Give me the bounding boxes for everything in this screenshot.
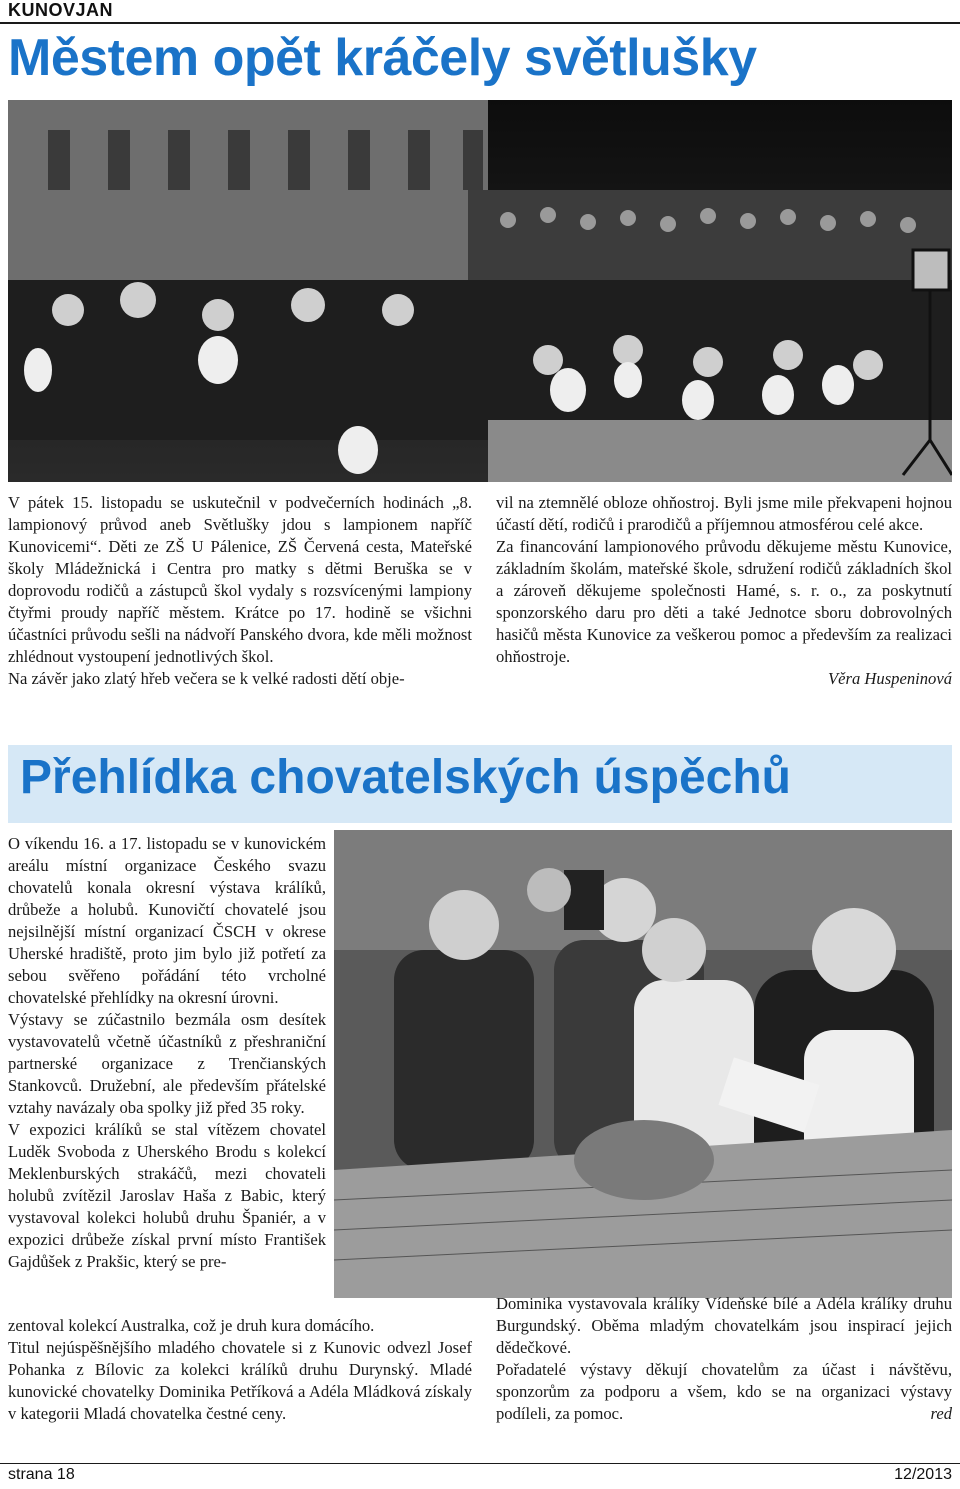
article1-right-column [496, 492, 952, 690]
page-number: strana 18 [8, 1466, 75, 1483]
breeders-show-photo [334, 830, 952, 1298]
footer-rule [0, 1463, 960, 1464]
article2-bottom-left-column [8, 1315, 472, 1425]
issue-number: 12/2013 [894, 1466, 952, 1483]
article2-paragraph: V expozici králíků se stal vítězem chovatel Luděk Svoboda z Uherského Brodu s kolekcí Meklenburských strakáčů, mezi chovateli holubů zvítězil Jaroslav Haša z Babic, který vystavoval kolekci holubů druhu Španiér, a v expozici drůbeže získal první místo František Gajdůšek z Prakšic, který se pre- [8, 1120, 326, 1271]
top-rule [0, 22, 960, 24]
article1-left-column [8, 492, 472, 690]
article1-paragraph: Za financování lampionového průvodu děkujeme městu Kunovice, základním školám, mateřské škole, sdružení rodičů základních škol a zároveň děkujeme společnosti Hamé, s. r. o., za poskytnutí sponzorského daru pro děti a také Jednotce sboru dobrovolných hasičů města Kunovice za veškerou pomoc a především za realizaci ohňostroje. [496, 537, 952, 666]
article1-title: Městem opět kráčely světlušky [8, 29, 757, 87]
article2-paragraph: O víkendu 16. a 17. listopadu se v kunovickém areálu místní organizace Českého svazu chovatelů konala okresní výstava králíků, drůbeže a holubů. Kunovičtí chovatelé jsou nejsilnější místní organizací ČSCH v okrese Uherské hradiště, proto jim bylo již potřetí za sebou svěřeno pořádání této vrcholné chovatelské přehlídky na okresní úrovni. [8, 834, 326, 1007]
article2-right-column [496, 1293, 952, 1425]
article1-paragraph: vil na ztemnělé obloze ohňostroj. Byli jsme mile překvapeni hojnou účastí dětí, rodičů i prarodičů a příjemnou atmosférou celé akce. [496, 493, 952, 534]
section-label: KUNOVJAN [8, 0, 114, 20]
article2-signature: red [930, 1404, 952, 1423]
article2-title: Přehlídka chovatelských úspěchů [20, 751, 791, 804]
article2-paragraph: Dominika vystavovala králíky Vídeňské bílé a Adéla králíky druhu Burgundský. Oběma mladým chovatelkám jsou inspirací jejich dědečkové. [496, 1294, 952, 1357]
article2-paragraph: zentoval kolekcí Australka, což je druh kura domácího. [8, 1316, 375, 1335]
article2-paragraph: Titul nejúspěšnějšího mladého chovatele si z Kunovic odvezl Josef Pohanka z Bílovic za kolekci králíků druhu Durynský. Mladé kunovické chovatelky Dominika Petříková a Adéla Mládková získaly v kategorii Mladá chovatelka čestné ceny. [8, 1338, 472, 1423]
article1-paragraph: Na závěr jako zlatý hřeb večera se k velké radosti dětí obje- [8, 669, 405, 688]
lantern-parade-photo [8, 100, 952, 482]
article2-paragraph: Výstavy se zúčastnilo bezmála osm desítek vystavovatelů včetně účastníků z přeshraniční partnerské organizace z Trenčianských Stankovců. Družební, ale především přátelské vztahy navázaly oba spolky již před 35 roky. [8, 1010, 326, 1117]
article1-paragraph: V pátek 15. listopadu se uskutečnil v podvečerních hodinách „8. lampionový průvod aneb Světlušky jdou s lampionem napříč Kunovicemi“. Děti ze ZŠ U Pálenice, ZŠ Červená cesta, Mateřské školy Mládežnická i Centra pro matky s dětmi Beruška se v doprovodu rodičů a zástupců škol vydaly s rozsvícenými lampiony čtyřmi proudy napříč městem. Krátce po 17. hodině se všichni účastníci průvodu sešli na nádvoří Panského dvora, kde měli možnost zhlédnout vystoupení jednotlivých škol. [8, 493, 472, 666]
article1-signature: Věra Huspeninová [828, 669, 952, 688]
article2-paragraph: Pořadatelé výstavy děkují chovatelům za účast i návštěvu, sponzorům za podporu a všem, kdo se na organizaci výstavy podíleli, za pomoc. [496, 1360, 952, 1423]
article2-left-column [8, 833, 326, 1273]
